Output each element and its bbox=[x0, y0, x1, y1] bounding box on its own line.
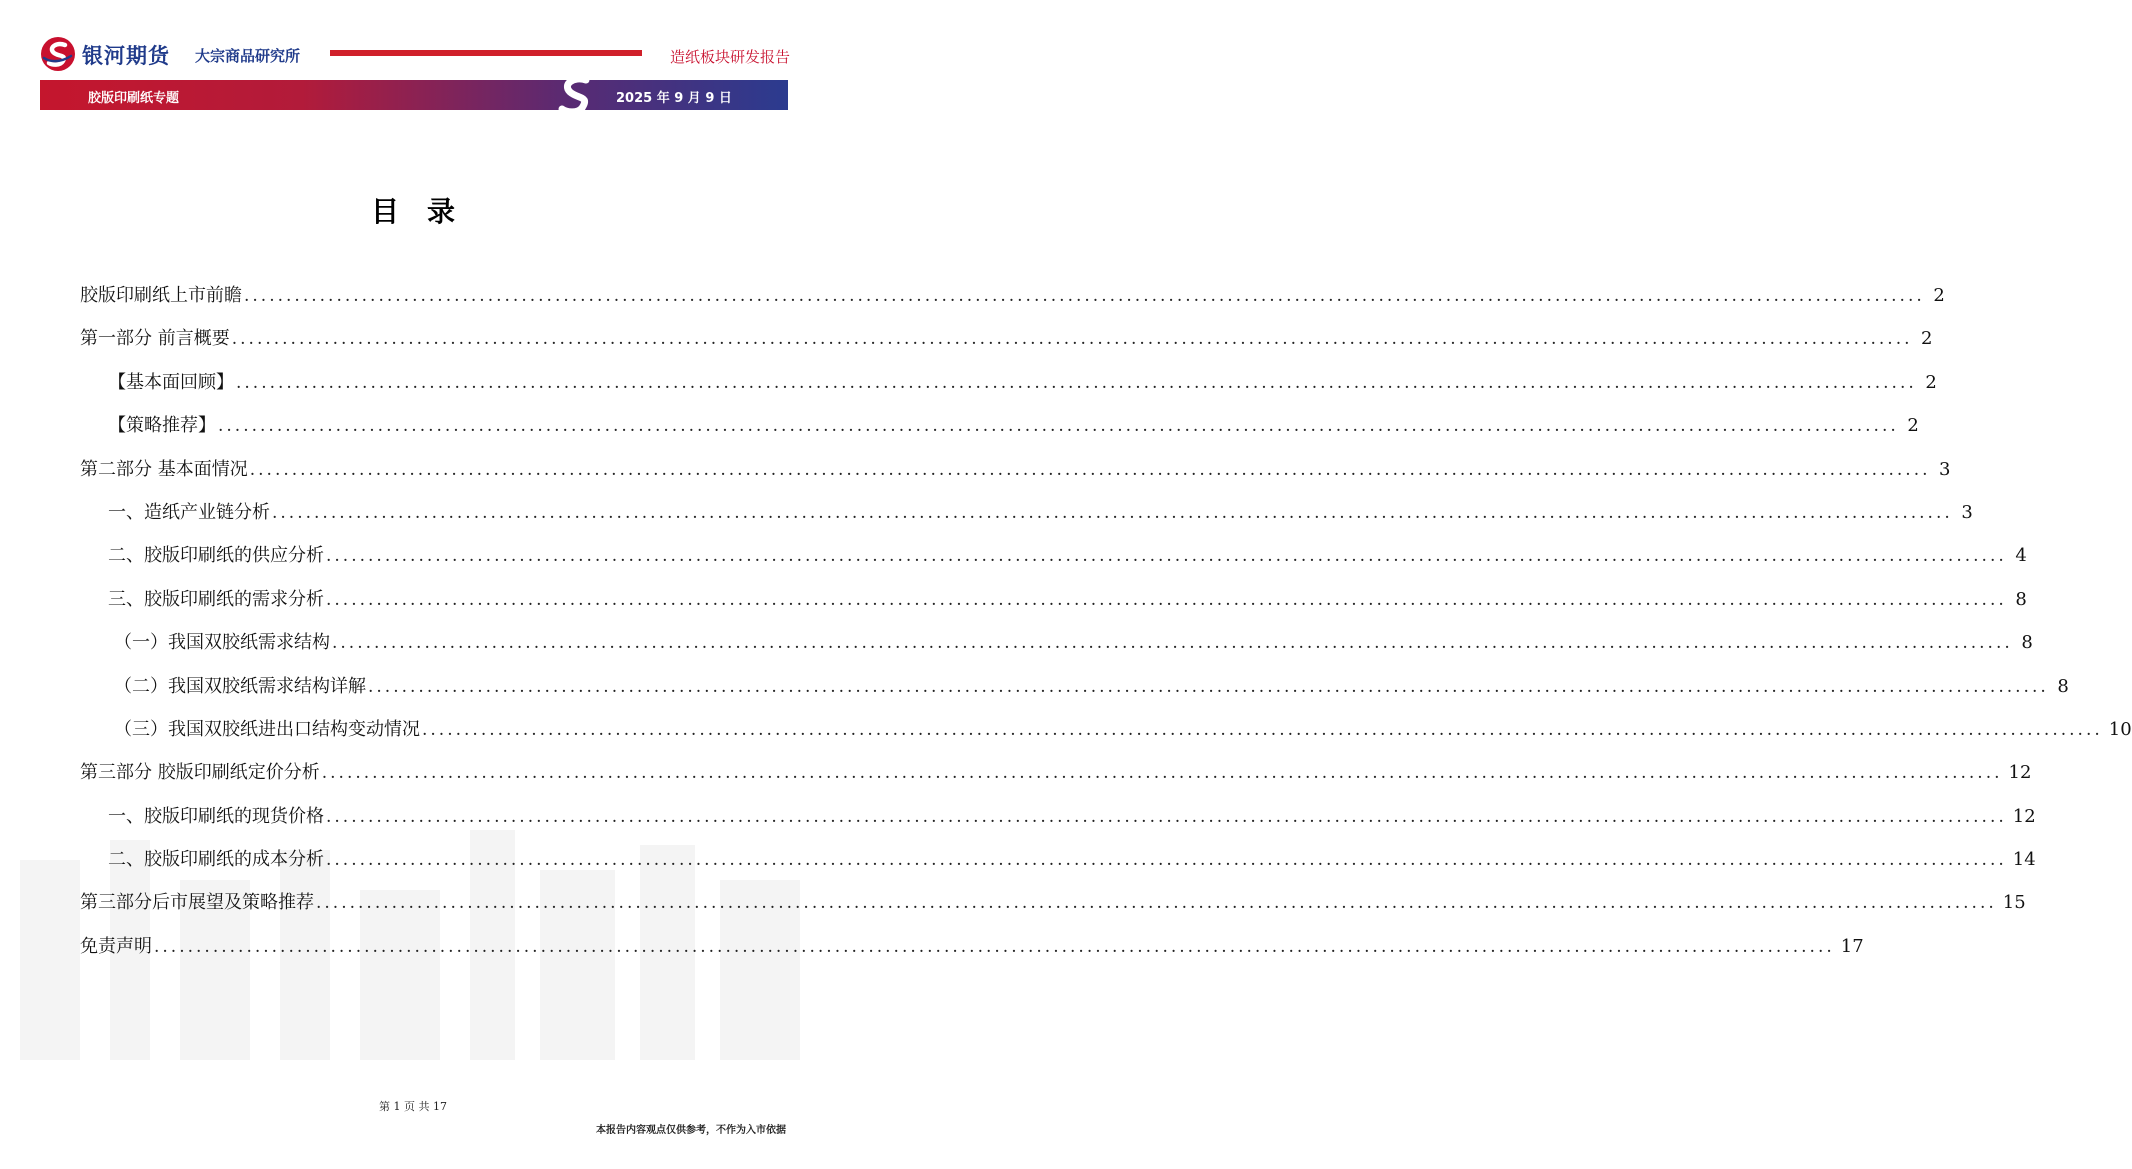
toc-entry[interactable] bbox=[80, 845, 2036, 888]
toc-entry[interactable] bbox=[80, 585, 2027, 628]
toc-entry[interactable] bbox=[80, 932, 1864, 975]
toc-dot-leader: ........................................................................................................................................................................................................ bbox=[326, 589, 2007, 610]
toc-entry-label: 第三部分 胶版印刷纸定价分析 bbox=[80, 762, 320, 784]
toc-entry[interactable] bbox=[80, 758, 2032, 801]
toc-entry-page: 15 bbox=[2002, 892, 2026, 914]
toc-entry[interactable] bbox=[80, 281, 1945, 324]
toc-entry[interactable] bbox=[80, 498, 1973, 541]
report-type: 造纸板块研发报告 bbox=[669, 48, 790, 66]
toc-entry-label: （一）我国双胶纸需求结构 bbox=[114, 632, 330, 654]
toc-entry-page: 2 bbox=[1933, 285, 1945, 306]
toc-entry-label: 第一部分 前言概要 bbox=[80, 328, 230, 350]
toc-entry-page: 4 bbox=[2015, 545, 2027, 567]
toc-dot-leader: ........................................................................................................................................................................................................ bbox=[231, 329, 1913, 350]
toc-dot-leader: ........................................................................................................................................................................................................ bbox=[422, 719, 2103, 740]
toc-entry-page: 3 bbox=[1939, 458, 1951, 480]
yinhe-logo-icon bbox=[40, 36, 76, 72]
toc-dot-leader: ........................................................................................................................................................................................................ bbox=[326, 806, 2007, 827]
toc-entry-label: 一、造纸产业链分析 bbox=[108, 501, 270, 523]
toc-dot-leader: ........................................................................................................................................................................................................ bbox=[249, 459, 1931, 480]
toc-dot-leader: ........................................................................................................................................................................................................ bbox=[368, 676, 2049, 697]
toc-dot-leader: ........................................................................................................................................................................................................ bbox=[272, 502, 1953, 523]
toc-entry-label: 第三部分后市展望及策略推荐 bbox=[80, 892, 314, 914]
toc-entry-label: 二、胶版印刷纸的供应分析 bbox=[108, 545, 324, 567]
toc-entry-label: 第二部分 基本面情况 bbox=[80, 458, 248, 480]
page-number: 第 1 页 共 17 bbox=[379, 1100, 447, 1113]
toc-entry-page: 14 bbox=[2012, 849, 2036, 871]
toc-entry[interactable] bbox=[80, 628, 2033, 671]
toc-entry-page: 3 bbox=[1961, 501, 1973, 523]
table-of-contents bbox=[80, 281, 2132, 975]
toc-entry-page: 8 bbox=[2015, 588, 2027, 610]
toc-entry-label: 胶版印刷纸上市前瞻 bbox=[80, 285, 242, 306]
toc-entry-page: 2 bbox=[1921, 328, 1933, 350]
header-divider bbox=[330, 50, 642, 56]
toc-dot-leader: ........................................................................................................................................................................................................ bbox=[244, 286, 1925, 306]
page-title: 目录 bbox=[370, 195, 483, 228]
toc-dot-leader: ........................................................................................................................................................................................................ bbox=[326, 850, 2007, 871]
toc-entry[interactable] bbox=[80, 672, 2069, 715]
toc-entry-label: 【策略推荐】 bbox=[108, 415, 216, 437]
toc-entry-label: 一、胶版印刷纸的现货价格 bbox=[108, 805, 324, 827]
banner-s-icon bbox=[556, 74, 596, 116]
toc-entry[interactable] bbox=[80, 368, 1937, 411]
toc-entry-label: 免责声明 bbox=[80, 935, 152, 957]
toc-entry-page: 12 bbox=[2008, 762, 2032, 784]
toc-entry-label: （二）我国双胶纸需求结构详解 bbox=[114, 675, 366, 697]
toc-entry[interactable] bbox=[80, 541, 2027, 584]
report-date: 2025 年 9 月 9 日 bbox=[616, 91, 732, 106]
report-topic: 胶版印刷纸专题 bbox=[88, 91, 180, 106]
toc-dot-leader: ........................................................................................................................................................................................................ bbox=[316, 893, 1997, 914]
toc-entry-page: 2 bbox=[1925, 371, 1937, 393]
toc-entry[interactable] bbox=[80, 455, 1951, 498]
toc-entry-label: 【基本面回顾】 bbox=[108, 371, 234, 393]
institute-name: 大宗商品研究所 bbox=[195, 47, 301, 65]
toc-dot-leader: ........................................................................................................................................................................................................ bbox=[154, 936, 1835, 957]
toc-entry-page: 17 bbox=[1840, 935, 1864, 957]
toc-dot-leader: ........................................................................................................................................................................................................ bbox=[218, 416, 1899, 437]
brand-name: 银河期货 bbox=[82, 44, 170, 68]
toc-entry[interactable] bbox=[80, 715, 2132, 758]
toc-dot-leader: ........................................................................................................................................................................................................ bbox=[332, 633, 2013, 654]
toc-entry[interactable] bbox=[80, 888, 2026, 931]
toc-dot-leader: ........................................................................................................................................................................................................ bbox=[236, 372, 1917, 393]
toc-entry-page: 12 bbox=[2012, 805, 2036, 827]
toc-entry-label: 三、胶版印刷纸的需求分析 bbox=[108, 588, 324, 610]
toc-entry-label: 二、胶版印刷纸的成本分析 bbox=[108, 849, 324, 871]
toc-entry[interactable] bbox=[80, 324, 1933, 367]
toc-entry-page: 8 bbox=[2021, 632, 2033, 654]
toc-entry-page: 8 bbox=[2057, 675, 2069, 697]
toc-entry[interactable] bbox=[80, 411, 1919, 454]
toc-entry-label: （三）我国双胶纸进出口结构变动情况 bbox=[114, 718, 420, 740]
toc-dot-leader: ........................................................................................................................................................................................................ bbox=[321, 763, 2003, 784]
toc-entry-page: 10 bbox=[2108, 718, 2132, 740]
toc-dot-leader: ........................................................................................................................................................................................................ bbox=[326, 546, 2007, 567]
toc-entry-page: 2 bbox=[1907, 415, 1919, 437]
footer-disclaimer: 本报告内容观点仅供参考，不作为入市依据 bbox=[596, 1125, 786, 1136]
toc-entry[interactable] bbox=[80, 802, 2036, 845]
